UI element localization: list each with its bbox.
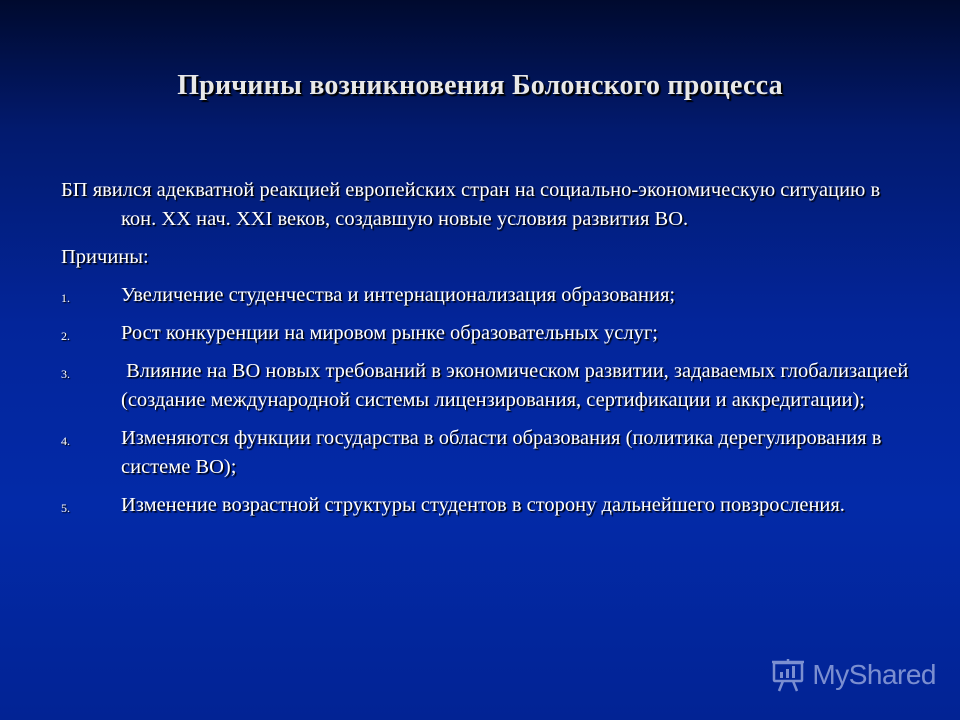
list-item bbox=[61, 357, 914, 415]
watermark-logo bbox=[770, 658, 936, 692]
list-number: 4. bbox=[61, 434, 70, 448]
presentation-board-icon bbox=[770, 658, 806, 692]
list-item bbox=[61, 281, 911, 310]
list-number: 2. bbox=[61, 329, 70, 343]
slide-title: Причины возникновения Болонского процесса bbox=[177, 70, 783, 101]
list-number: 5. bbox=[61, 501, 70, 515]
list-item-text: Изменение возрастной структуры студентов в сторону дальнейшего повзросления. bbox=[121, 494, 845, 516]
list-item bbox=[61, 424, 911, 482]
list-item-text: Влияние на ВО новых требований в экономическом развитии, задаваемых глобализацией (создание международной системы лицензирования, сертификации и аккредитации); bbox=[121, 360, 914, 411]
slide-body bbox=[61, 176, 914, 529]
list-item-text: Изменяются функции государства в области образования (политика дерегулирования в системе ВО); bbox=[121, 427, 882, 478]
reasons-list bbox=[61, 281, 914, 520]
list-item-text: Увеличение студенчества и интернационализация образования; bbox=[121, 284, 676, 306]
intro-paragraph: БП явился адекватной реакцией европейских стран на социально-экономическую ситуацию в кон. ХХ нач. ХХI веков, создавшую новые условия развития ВО. bbox=[61, 179, 881, 230]
list-number: 1. bbox=[61, 291, 70, 305]
list-item bbox=[61, 491, 911, 520]
watermark-text: MyShared bbox=[812, 659, 936, 690]
list-item bbox=[61, 319, 911, 348]
list-number: 3. bbox=[61, 367, 70, 381]
list-item-text: Рост конкуренции на мировом рынке образовательных услуг; bbox=[121, 322, 658, 344]
reasons-label: Причины: bbox=[61, 246, 149, 268]
